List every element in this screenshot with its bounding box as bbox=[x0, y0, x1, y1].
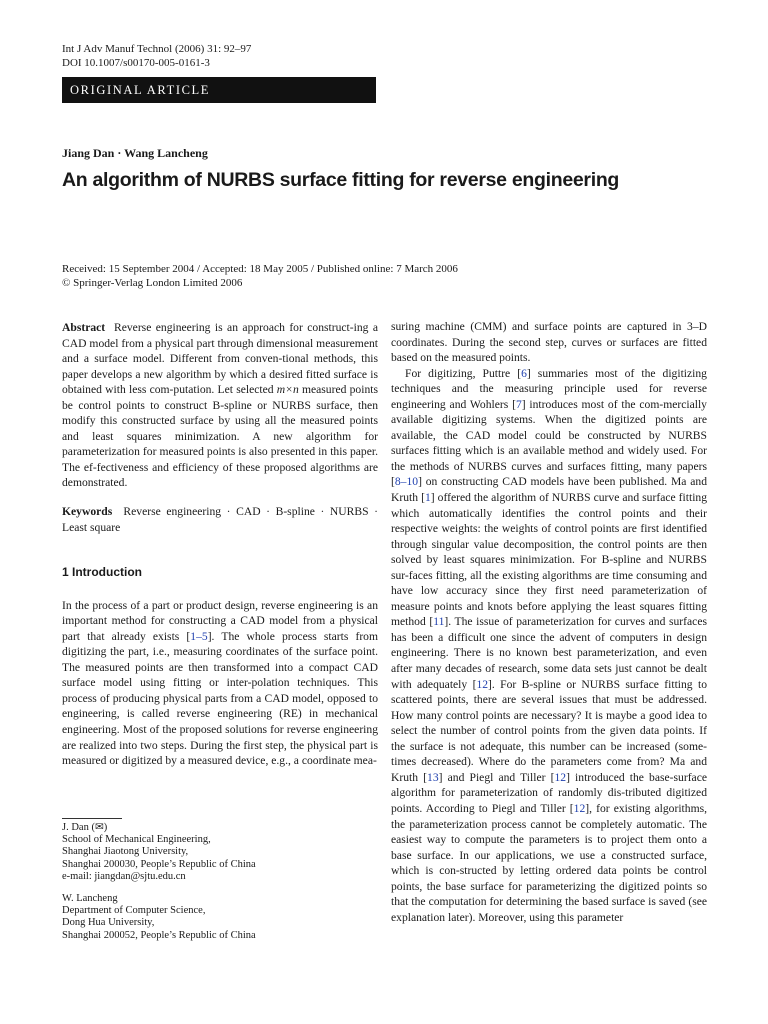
intro-text-a: In the process of a part or product design, reverse engineering is an important method for constructing a CAD model from a physical part that already exists [ bbox=[62, 598, 378, 643]
affiliation-1-line: Shanghai Jiaotong University, bbox=[62, 846, 189, 858]
citation-link[interactable]: 8–10 bbox=[394, 475, 419, 489]
keywords bbox=[62, 504, 378, 535]
affiliation-2-line: Dong Hua University, bbox=[62, 917, 155, 929]
intro-paragraph bbox=[62, 598, 378, 769]
intro-continuation: suring machine (CMM) and surface points are captured in 3–D coordinates. During the second step, curves or surfaces are fitted based on the measured points. bbox=[391, 320, 707, 365]
publication-dates bbox=[62, 262, 458, 290]
citation-link[interactable]: 13 bbox=[427, 770, 439, 784]
citation-link[interactable]: 12 bbox=[573, 801, 586, 815]
citation-link[interactable]: 12 bbox=[476, 677, 489, 691]
citation-link[interactable]: 1 bbox=[424, 491, 431, 505]
journal-citation: Int J Adv Manuf Technol (2006) 31: 92–97 bbox=[62, 43, 252, 55]
affiliation-spacer bbox=[62, 883, 256, 893]
text-span: For digitizing, Puttre [ bbox=[405, 366, 522, 380]
copyright: © Springer-Verlag London Limited 2006 bbox=[62, 277, 243, 289]
left-column bbox=[62, 320, 378, 769]
keywords-text: Reverse engineering · CAD · B-spline · NURBS · Least square bbox=[62, 505, 379, 534]
citation-link[interactable]: 6 bbox=[521, 366, 527, 380]
article-title: An algorithm of NURBS surface fitting for reverse engineering bbox=[62, 169, 620, 191]
citation-link[interactable]: 12 bbox=[554, 770, 567, 784]
text-span: ] on constructing CAD models have been published. Ma and Kruth [ bbox=[391, 475, 707, 505]
right-column bbox=[391, 319, 707, 925]
affiliation-1-email[interactable]: e-mail: jiangdan@sjtu.edu.cn bbox=[62, 870, 186, 882]
affiliation-2-line: Department of Computer Science, bbox=[62, 905, 206, 917]
article-type-banner: ORIGINAL ARTICLE bbox=[62, 77, 376, 103]
affiliation-1-line: School of Mechanical Engineering, bbox=[62, 834, 211, 846]
keywords-label: Keywords bbox=[62, 505, 113, 519]
intro-paragraph-2 bbox=[391, 366, 707, 926]
text-span: ]. For B-spline or NURBS surface fitting to scattered points, there are several issues that must be addressed. How many control points are necessary? It is maybe a good idea to select the number of control points from the given data points. If the surface is not adequate, this number can be increased (some-times decreased). Where do the parameters come from? Ma and Kruth [ bbox=[391, 677, 707, 784]
author-affiliations bbox=[62, 822, 256, 942]
text-span: ]. The issue of parameterization for curves and surfaces has been a difficult one since the advent of computers in design engineering. There is no known best parameterization, and even after many decades of research, some data sets just cannot be dealt with adequately [ bbox=[391, 615, 707, 691]
abstract-mxn: m×n bbox=[276, 383, 299, 397]
text-span: ] summaries most of the digitizing techniques and the measuring principle used for reverse engineering and Wohlers [ bbox=[391, 366, 707, 411]
authors: Jiang Dan · Wang Lancheng bbox=[62, 146, 208, 160]
intro-text-b: ]. The whole process starts from digitizing the part, i.e., measuring coordinates of the surface point. The measured points are then transformed into a compact CAD surface model using fitting or inter-polation techniques. This process of producing physical parts from a CAD model, opposed to engineering, is called reverse engineering (RE) in mechanical engineering. Most of the proposed solutions for reverse engineering are realized into two steps. During the first step, the physical part is measured or digitized by a measured device, e.g., a coordinate mea- bbox=[62, 629, 378, 768]
citation-link[interactable]: 11 bbox=[433, 615, 445, 629]
footnote-rule bbox=[62, 818, 122, 819]
text-span: ], for existing algorithms, the parameterization process cannot be completely automatic. The easiest way to compute the parameters is to project them onto a base surface. In our applications, we use a constructed surface, which is con-structed by letting ordered data points be control points, the base surface for parameterizing the digitized points so that the computation for determining the based surface is saved (see explanation later). Moreover, using this parameter bbox=[391, 801, 707, 924]
affiliation-2-name: W. Lancheng bbox=[62, 893, 118, 905]
received-dates: Received: 15 September 2004 / Accepted: 18 May 2005 / Published online: 7 March 2006 bbox=[62, 263, 458, 275]
journal-header bbox=[62, 42, 251, 70]
affiliation-1-line: Shanghai 200030, People’s Republic of China bbox=[62, 858, 256, 870]
text-span: ] offered the algorithm of NURBS curve and surface fitting which automatically identifies the control points and their respective weights: the weights of control points are first identified through singular value decomposition, the control points are then solved by least squares minimization. For B-spline and NURBS sur-faces fitting, all the existing algorithms are time consuming and have low accuracy since they first need parameterization of measure points and knots before applying the least squares fitting method [ bbox=[391, 491, 708, 629]
abstract-text-2: measured points be control points to construct B-spline or NURBS surface, then modify this constructed surface by using all the measured points and least squares minimization. A new algorithm for parameterization for measured points is also presented in this paper. The ef-fectiveness and efficiency of these proposed algorithms are demonstrated. bbox=[62, 383, 378, 490]
citation-link[interactable]: 7 bbox=[515, 397, 522, 411]
affiliation-1-name: J. Dan (✉) bbox=[62, 822, 108, 833]
citation-link[interactable]: 1–5 bbox=[190, 629, 208, 643]
abstract-text-1: Reverse engineering is an approach for construct-ing a CAD model from a physical part through dimensional measurement and a surface model. Different from conven-tional methods, this paper develops a new algorithm by which a desired fitted surface is obtained with less com-putation. Let selected bbox=[62, 321, 378, 397]
text-span: ] introduces most of the com-mercially available digitizing systems. When the digitized points are available, the CAD model could be constructed by NURBS surfaces fitting which is an available method and widely used. For the methods of NURBS curves and surfaces fitting, many papers [ bbox=[391, 397, 707, 489]
abstract bbox=[62, 320, 378, 491]
doi: DOI 10.1007/s00170-005-0161-3 bbox=[62, 57, 210, 69]
affiliation-2-line: Shanghai 200052, People’s Republic of China bbox=[62, 929, 256, 941]
section-heading-introduction: 1 Introduction bbox=[62, 565, 142, 580]
text-span: ] and Piegl and Tiller [ bbox=[438, 770, 555, 784]
text-span: ] introduced the base-surface algorithm for parameterization of randomly dis-tributed digitized points. According to Piegl and Tiller [ bbox=[391, 770, 707, 815]
abstract-label: Abstract bbox=[62, 321, 106, 334]
